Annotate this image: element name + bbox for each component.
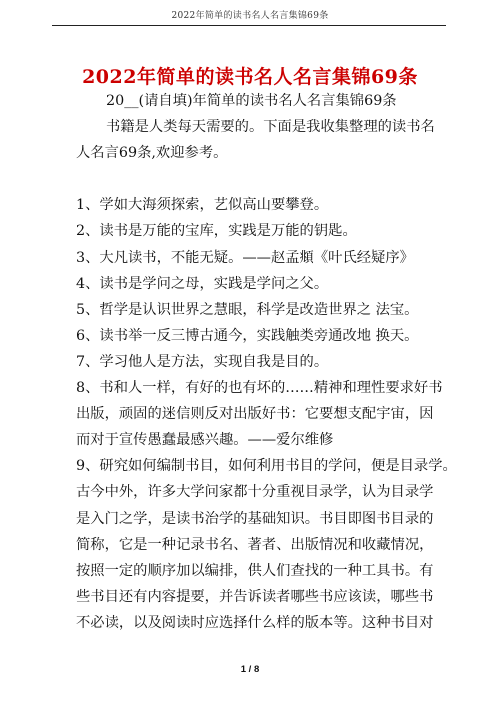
quote-line: 是入门之学，是读书治学的基础知识。书目即图书目录的 xyxy=(76,510,434,527)
quote-line: 4、读书是学问之母，实践是学问之父。 xyxy=(76,275,329,292)
paragraph-spacer xyxy=(76,166,438,192)
quote-line: 5、哲学是认识世界之慧眼，科学是改造世界之 法宝。 xyxy=(76,301,419,318)
quote-line: 8、书和人一样，有好的也有坏的……精神和理性要求好书 xyxy=(76,380,443,397)
subtitle-line: 20__(请自填)年简单的读书名人名言集锦69条 xyxy=(106,93,397,109)
quote-line: 7、学习他人是方法，实现自我是目的。 xyxy=(76,353,329,370)
quote-line: 3、大凡读书，不能无疑。——赵孟頫《叶氏经疑序》 xyxy=(76,249,414,266)
quote-line: 而对于宣传愚蠢最感兴趣。——爱尔维修 xyxy=(76,432,334,449)
intro-line: 书籍是人类每天需要的。下面是我收集整理的读书名 xyxy=(106,119,435,136)
quote-line: 不必读，以及阅读时应选择什么样的版本等。这种书目对 xyxy=(76,614,434,631)
quote-line: 古今中外，许多大学问家都十分重视目录学，认为目录学 xyxy=(76,484,434,501)
intro-line: 人名言69条,欢迎参考。 xyxy=(76,145,228,162)
page-number: 1 / 8 xyxy=(240,664,260,675)
quote-line: 简称，它是一种记录书名、著者、出版情况和收藏情况， xyxy=(76,536,434,553)
header-divider xyxy=(52,25,446,26)
quote-line: 按照一定的顺序加以编排，供人们查找的一种工具书。有 xyxy=(76,562,434,579)
quote-line: 出版，顽固的迷信则反对出版好书：它要想支配宇宙，因 xyxy=(76,406,434,423)
document-title: 2022年简单的读书名人名言集锦69条 xyxy=(82,66,418,88)
quote-line: 9、研究如何编制书目，如何利用书目的学问，便是目录学。 xyxy=(76,458,457,475)
quote-line: 6、读书举一反三博古通今，实践触类旁通改地 换天。 xyxy=(76,327,419,344)
running-header: 2022年简单的读书名人名言集锦69条 xyxy=(171,11,329,21)
quote-line: 1、学如大海须探索，艺似高山要攀登。 xyxy=(76,197,329,214)
quote-line: 些书目还有内容提要，并告诉读者哪些书应该读，哪些书 xyxy=(76,588,434,605)
quote-line: 2、读书是万能的宝库，实践是万能的钥匙。 xyxy=(76,223,357,240)
document-body xyxy=(76,88,457,636)
